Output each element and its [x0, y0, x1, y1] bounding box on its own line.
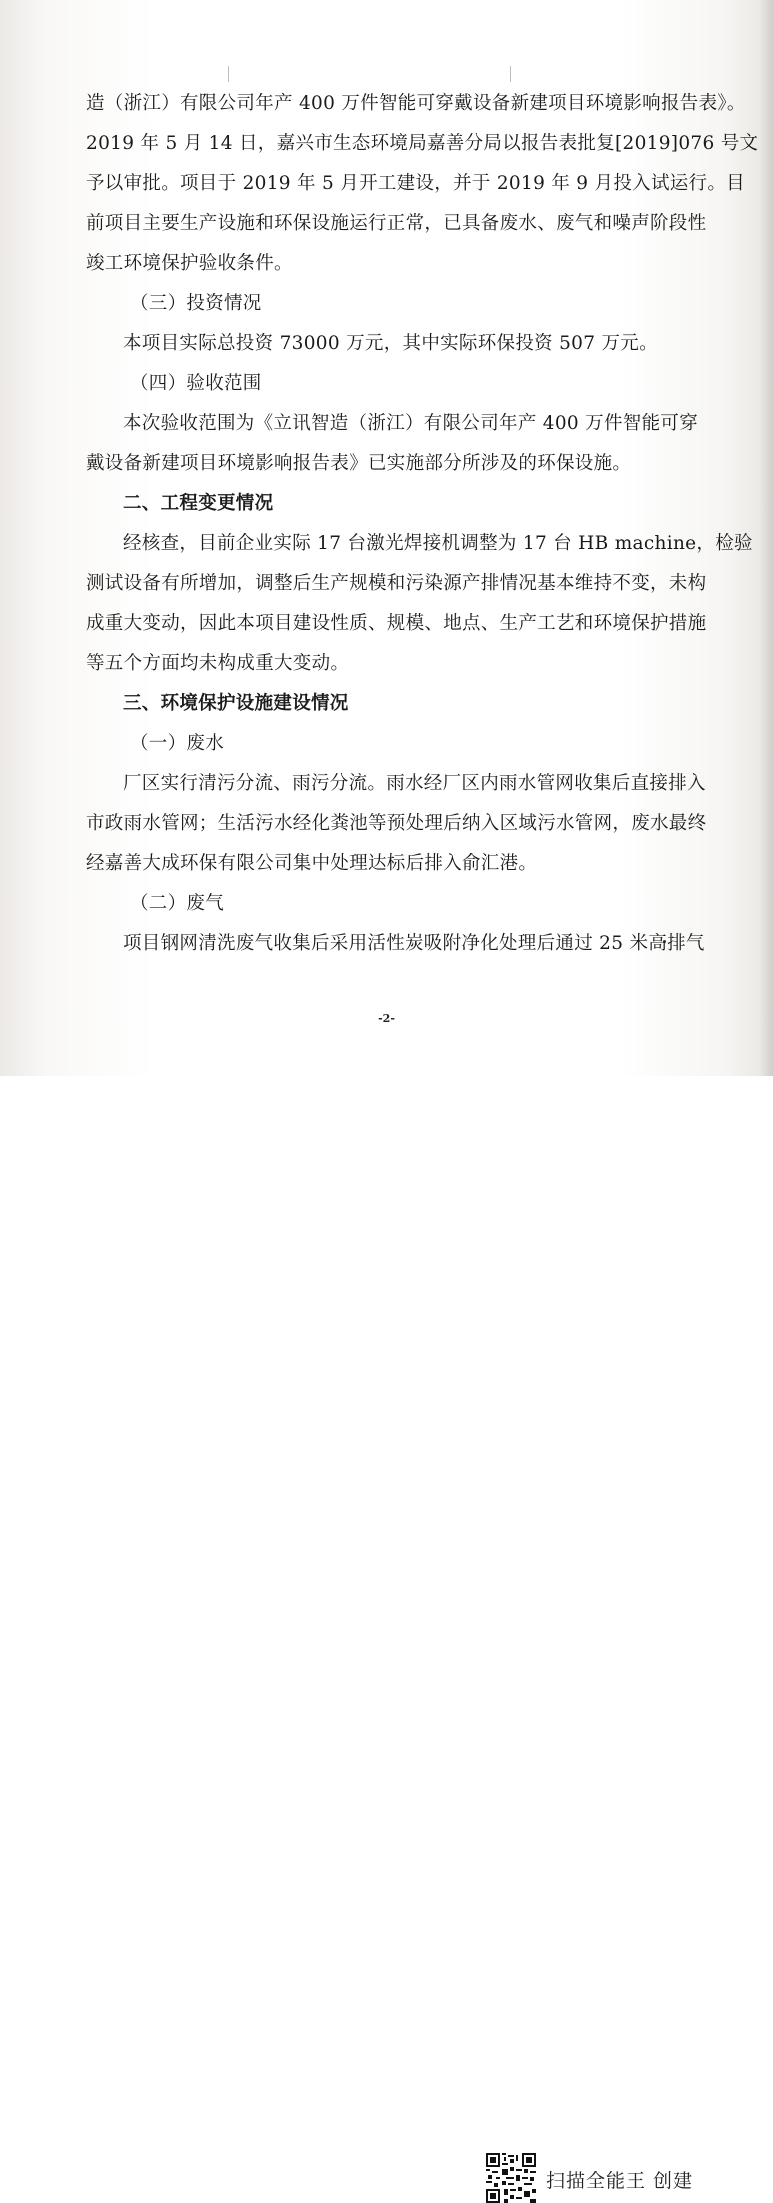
paragraph-line: 经嘉善大成环保有限公司集中处理达标后排入俞汇港。	[86, 853, 538, 874]
paragraph-line: 予以审批。项目于 2019 年 5 月开工建设，并于 2019 年 9 月投入试运行。目	[86, 173, 745, 194]
section-heading-environmental: 三、环境保护设施建设情况	[123, 693, 349, 714]
paragraph-line: 本项目实际总投资 73000 万元，其中实际环保投资 507 万元。	[123, 333, 658, 354]
section-heading-changes: 二、工程变更情况	[123, 493, 274, 514]
paragraph-line: 项目钢网清洗废气收集后采用活性炭吸附净化处理后通过 25 米高排气	[123, 933, 705, 954]
scanner-footer	[0, 1076, 773, 2192]
paragraph-line: 测试设备有所增加，调整后生产规模和污染源产排情况基本维持不变，未构	[86, 573, 707, 594]
page-number: -2-	[378, 1012, 395, 1025]
paragraph-line: 厂区实行清污分流、雨污分流。雨水经厂区内雨水管网收集后直接排入	[123, 773, 706, 794]
page-edge-shadow	[759, 0, 773, 1076]
paragraph-line: 造（浙江）有限公司年产 400 万件智能可穿戴设备新建项目环境影响报告表》。	[86, 93, 746, 114]
paragraph-line: 前项目主要生产设施和环保设施运行正常，已具备废水、废气和噪声阶段性	[86, 213, 707, 234]
qr-code-icon	[486, 2153, 536, 2203]
paragraph-line: 市政雨水管网；生活污水经化粪池等预处理后纳入区域污水管网，废水最终	[86, 813, 707, 834]
paragraph-line: 竣工环境保护验收条件。	[86, 253, 293, 274]
subheading-exhaust-gas: （二）废气	[130, 893, 225, 914]
subheading-investment: （三）投资情况	[130, 293, 262, 314]
scan-mark	[228, 66, 229, 82]
subheading-wastewater: （一）废水	[130, 733, 225, 754]
paragraph-line: 戴设备新建项目环境影响报告表》已实施部分所涉及的环保设施。	[86, 453, 632, 474]
paragraph-line: 本次验收范围为《立讯智造（浙江）有限公司年产 400 万件智能可穿	[123, 413, 698, 434]
paragraph-line: 等五个方面均未构成重大变动。	[86, 653, 350, 674]
subheading-scope: （四）验收范围	[130, 373, 262, 394]
scan-mark	[510, 66, 511, 82]
scanner-watermark-label: 扫描全能王 创建	[546, 2170, 694, 2192]
paragraph-line: 成重大变动，因此本项目建设性质、规模、地点、生产工艺和环境保护措施	[86, 613, 707, 634]
body-text	[86, 84, 759, 964]
scanned-page	[0, 0, 773, 1076]
paragraph-line: 经核查，目前企业实际 17 台激光焊接机调整为 17 台 HB machine，检验	[123, 533, 753, 554]
paragraph-line: 2019 年 5 月 14 日，嘉兴市生态环境局嘉善分局以报告表批复[2019]076 号文	[86, 133, 759, 154]
